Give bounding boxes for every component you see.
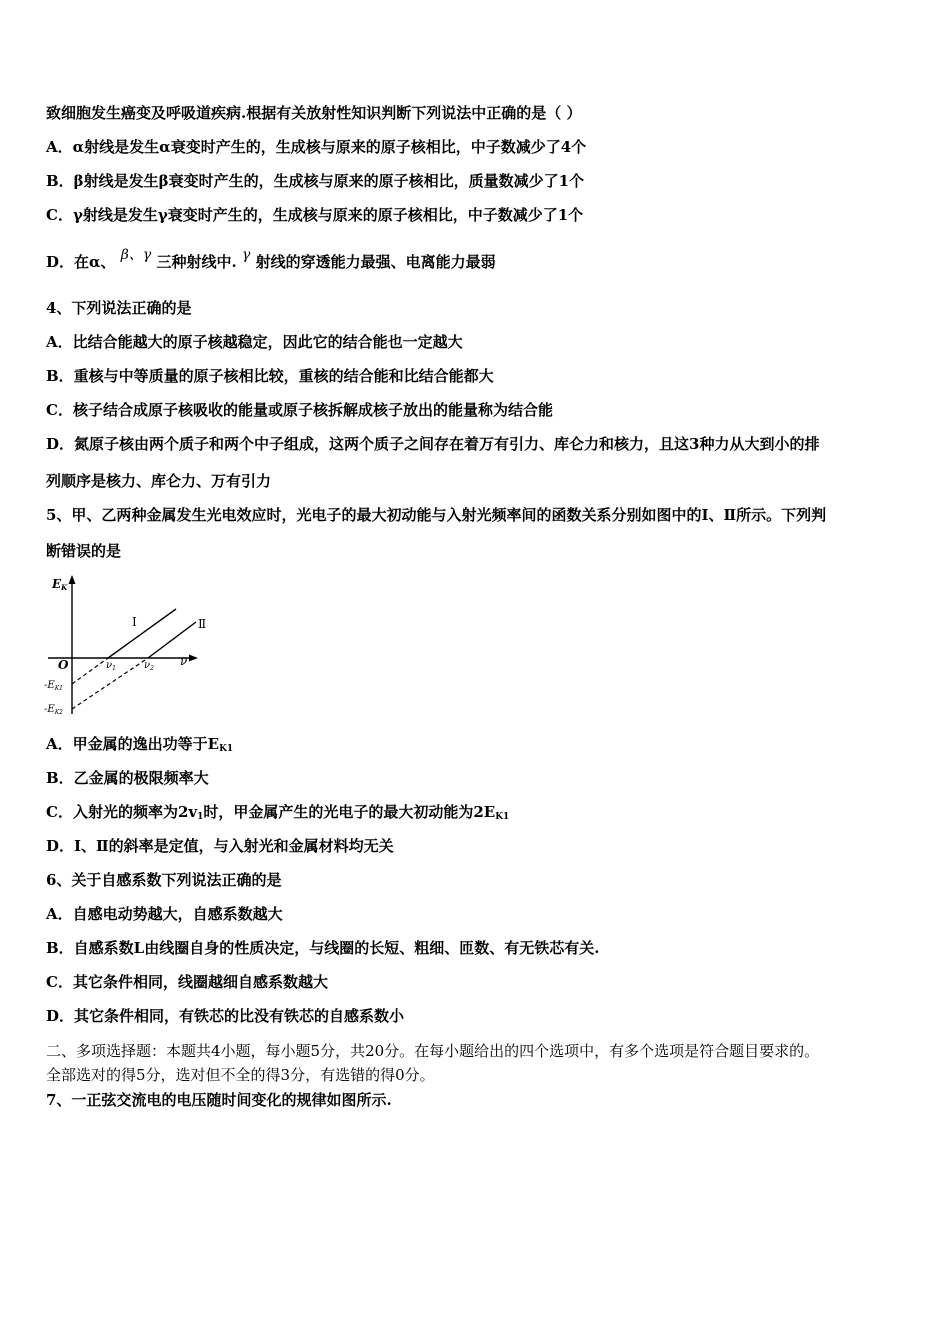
v1-label: $\nu_1$ <box>106 660 116 672</box>
q6-option-d: D．其它条件相同，有铁芯的比没有铁芯的自感系数小 <box>46 1007 405 1025</box>
x-axis-label: ν <box>180 654 188 668</box>
q4-option-b: B．重核与中等质量的原子核相比较，重核的结合能和比结合能都大 <box>46 367 494 385</box>
q3-stem-tail: 致细胞发生癌变及呼吸道疾病.根据有关放射性知识判断下列说法中正确的是（ ） <box>46 104 582 122</box>
origin-label: O <box>58 658 69 672</box>
q4-stem: 4、下列说法正确的是 <box>46 299 192 317</box>
q3-d-prefix: D．在α、 <box>46 253 116 271</box>
q5-a-sub: K1 <box>219 744 234 754</box>
y-axis-label: EK <box>52 577 68 592</box>
q3-option-b: B．β射线是发生β衰变时产生的，生成核与原来的原子核相比，质量数减少了1个 <box>46 172 585 190</box>
q6-option-a: A．自感电动势越大，自感系数越大 <box>46 905 283 923</box>
q3-option-c: C．γ射线是发生γ衰变时产生的，生成核与原来的原子核相比，中子数减少了1个 <box>46 206 584 224</box>
line-ii-label: Ⅱ <box>198 617 207 631</box>
q5-a-text: A．甲金属的逸出功等于E <box>46 735 220 753</box>
q3-d-suffix: 射线的穿透能力最强、电离能力最弱 <box>255 253 496 271</box>
ek1-label: $-E_{K1}$ <box>44 680 63 692</box>
x-axis-arrow <box>189 655 198 662</box>
q7-stem: 7、一正弦交流电的电压随时间变化的规律如图所示. <box>46 1091 392 1109</box>
q6-option-b: B．自感系数L由线圈自身的性质决定，与线圈的长短、粗细、匝数、有无铁芯有关. <box>46 939 600 957</box>
q6-stem: 6、关于自感系数下列说法正确的是 <box>46 871 282 889</box>
q5-option-a <box>46 734 233 759</box>
q5-c-sub1: 1 <box>197 812 204 822</box>
q3-option-a: A．α射线是发生α衰变时产生的，生成核与原来的原子核相比，中子数减少了4个 <box>46 138 587 156</box>
section2-instructions-line1: 二、多项选择题：本题共4小题，每小题5分，共20分。在每小题给出的四个选项中，有多个选项是符合题目要求的。 <box>46 1042 820 1060</box>
line-i-label: Ⅰ <box>132 615 137 629</box>
q4-option-c: C．核子结合成原子核吸收的能量或原子核拆解成核子放出的能量称为结合能 <box>46 401 553 419</box>
line-i <box>108 609 176 658</box>
q5-stem-line1: 5、甲、乙两种金属发生光电效应时，光电子的最大初动能与入射光频率间的函数关系分别如图中的Ⅰ、Ⅱ所示。下列判 <box>46 506 827 524</box>
q5-stem-line2: 断错误的是 <box>46 542 122 560</box>
q5-option-d: D．Ⅰ、Ⅱ的斜率是定值，与入射光和金属材料均无关 <box>46 837 394 855</box>
v2-label: $\nu_2$ <box>144 660 154 672</box>
beta-gamma-symbol: β、γ <box>120 247 152 263</box>
q4-option-a: A．比结合能越大的原子核越稳定，因此它的结合能也一定越大 <box>46 333 463 351</box>
q4-option-d-line2: 列顺序是核力、库仑力、万有引力 <box>46 472 272 490</box>
q3-d-mid: 三种射线中. <box>156 253 237 271</box>
q5-c-text1: C．入射光的频率为2v <box>46 803 198 821</box>
q5-option-c <box>46 802 509 827</box>
gamma-symbol: γ <box>241 247 251 263</box>
q4-option-d-line1: D．氮原子核由两个质子和两个中子组成，这两个质子之间存在着万有引力、库仑力和核力，且这3种力从大到小的排 <box>46 435 820 453</box>
section2-instructions-line2: 全部选对的得5分，选对但不全的得3分，有选错的得0分。 <box>46 1066 435 1084</box>
y-axis-arrow <box>69 575 76 584</box>
q5-c-text2: 时，甲金属产生的光电子的最大初动能为2E <box>203 803 496 821</box>
ek2-label: $-E_{K2}$ <box>44 704 63 716</box>
q3-option-d <box>46 247 496 273</box>
photoelectric-graph <box>44 572 224 720</box>
line-i-extension <box>72 658 108 684</box>
q5-option-b: B．乙金属的极限频率大 <box>46 769 209 787</box>
line-ii <box>148 622 196 658</box>
q5-c-sub2: K1 <box>495 812 510 822</box>
q6-option-c: C．其它条件相同，线圈越细自感系数越大 <box>46 973 328 991</box>
